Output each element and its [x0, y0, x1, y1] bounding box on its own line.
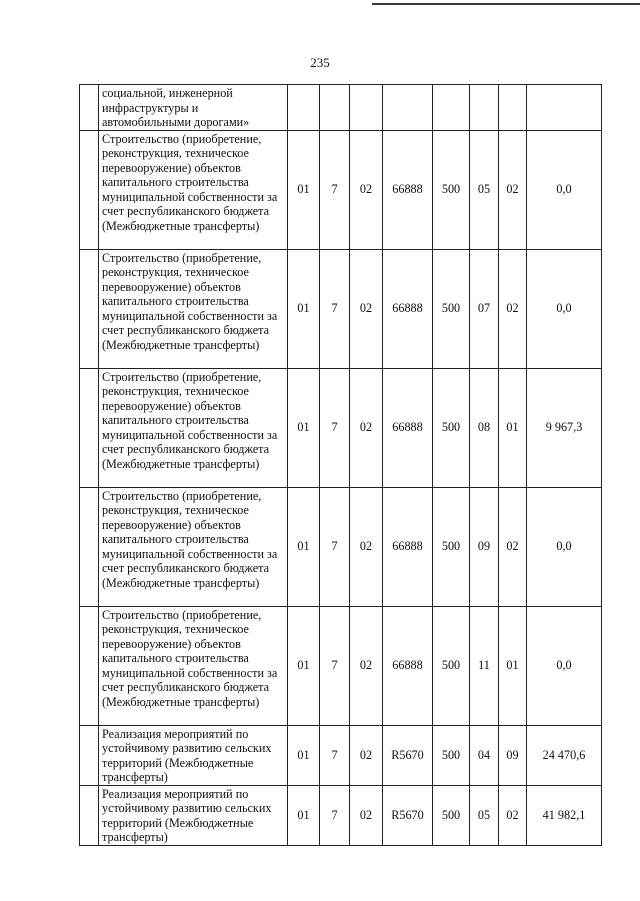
- subprogram-code-cell: 02: [350, 606, 383, 725]
- direction-code-cell: 66888: [383, 368, 433, 487]
- ministry-code-cell: 01: [288, 487, 320, 606]
- expense-type-cell: 500: [433, 368, 470, 487]
- subsection-code-cell: 02: [499, 130, 527, 249]
- amount-cell: 0,0: [527, 487, 602, 606]
- expense-type-cell: 500: [433, 249, 470, 368]
- blank-cell: [80, 85, 99, 131]
- subsection-code-cell: 01: [499, 606, 527, 725]
- expense-name-cell: социальной, инженерной инфраструктуры и автомобильными дорогами»: [99, 85, 288, 131]
- blank-cell: [80, 130, 99, 249]
- expense-name-cell: Строительство (приобретение, реконструкция, техническое перевооружение) объектов капитального строительства муниципальной собственности за счет республиканского бюджета (Межбюджетные трансферты): [99, 487, 288, 606]
- expense-type-cell: 500: [433, 130, 470, 249]
- expense-type-cell: [433, 85, 470, 131]
- direction-code-cell: [383, 85, 433, 131]
- budget-table: [79, 84, 602, 846]
- table-row: [80, 85, 602, 131]
- subprogram-code-cell: 02: [350, 368, 383, 487]
- subprogram-code-cell: [350, 85, 383, 131]
- program-code-cell: 7: [320, 725, 350, 785]
- subprogram-code-cell: 02: [350, 785, 383, 845]
- section-code-cell: 08: [470, 368, 499, 487]
- section-code-cell: 09: [470, 487, 499, 606]
- table-row: [80, 368, 602, 487]
- subsection-code-cell: 09: [499, 725, 527, 785]
- ministry-code-cell: 01: [288, 785, 320, 845]
- blank-cell: [80, 725, 99, 785]
- table-row: [80, 785, 602, 845]
- ministry-code-cell: 01: [288, 249, 320, 368]
- program-code-cell: 7: [320, 249, 350, 368]
- expense-name-cell: Строительство (приобретение, реконструкция, техническое перевооружение) объектов капитального строительства муниципальной собственности за счет республиканского бюджета (Межбюджетные трансферты): [99, 606, 288, 725]
- subprogram-code-cell: 02: [350, 725, 383, 785]
- program-code-cell: 7: [320, 130, 350, 249]
- program-code-cell: 7: [320, 785, 350, 845]
- direction-code-cell: 66888: [383, 487, 433, 606]
- table-row: [80, 487, 602, 606]
- direction-code-cell: 66888: [383, 606, 433, 725]
- section-code-cell: 05: [470, 130, 499, 249]
- amount-cell: [527, 85, 602, 131]
- section-code-cell: 05: [470, 785, 499, 845]
- subsection-code-cell: 02: [499, 249, 527, 368]
- ministry-code-cell: 01: [288, 130, 320, 249]
- table-row: [80, 130, 602, 249]
- subprogram-code-cell: 02: [350, 487, 383, 606]
- program-code-cell: 7: [320, 487, 350, 606]
- page-number: 235: [310, 55, 330, 70]
- program-code-cell: 7: [320, 606, 350, 725]
- subsection-code-cell: 01: [499, 368, 527, 487]
- direction-code-cell: 66888: [383, 130, 433, 249]
- blank-cell: [80, 606, 99, 725]
- amount-cell: 0,0: [527, 606, 602, 725]
- table-row: [80, 725, 602, 785]
- subprogram-code-cell: 02: [350, 249, 383, 368]
- top-rule: [372, 3, 640, 5]
- blank-cell: [80, 368, 99, 487]
- amount-cell: 0,0: [527, 249, 602, 368]
- subsection-code-cell: [499, 85, 527, 131]
- table-row: [80, 249, 602, 368]
- expense-name-cell: Реализация мероприятий по устойчивому развитию сельских территорий (Межбюджетные трансферты): [99, 785, 288, 845]
- section-code-cell: 07: [470, 249, 499, 368]
- ministry-code-cell: 01: [288, 725, 320, 785]
- subsection-code-cell: 02: [499, 487, 527, 606]
- section-code-cell: [470, 85, 499, 131]
- expense-name-cell: Строительство (приобретение, реконструкция, техническое перевооружение) объектов капитального строительства муниципальной собственности за счет республиканского бюджета (Межбюджетные трансферты): [99, 130, 288, 249]
- expense-type-cell: 500: [433, 725, 470, 785]
- direction-code-cell: R5670: [383, 785, 433, 845]
- expense-type-cell: 500: [433, 606, 470, 725]
- table-row: [80, 606, 602, 725]
- expense-type-cell: 500: [433, 487, 470, 606]
- subsection-code-cell: 02: [499, 785, 527, 845]
- expense-name-cell: Реализация мероприятий по устойчивому развитию сельских территорий (Межбюджетные трансферты): [99, 725, 288, 785]
- amount-cell: 0,0: [527, 130, 602, 249]
- ministry-code-cell: 01: [288, 368, 320, 487]
- ministry-code-cell: [288, 85, 320, 131]
- amount-cell: 9 967,3: [527, 368, 602, 487]
- section-code-cell: 04: [470, 725, 499, 785]
- expense-type-cell: 500: [433, 785, 470, 845]
- subprogram-code-cell: 02: [350, 130, 383, 249]
- blank-cell: [80, 249, 99, 368]
- amount-cell: 41 982,1: [527, 785, 602, 845]
- amount-cell: 24 470,6: [527, 725, 602, 785]
- expense-name-cell: Строительство (приобретение, реконструкция, техническое перевооружение) объектов капитального строительства муниципальной собственности за счет республиканского бюджета (Межбюджетные трансферты): [99, 249, 288, 368]
- direction-code-cell: 66888: [383, 249, 433, 368]
- direction-code-cell: R5670: [383, 725, 433, 785]
- blank-cell: [80, 785, 99, 845]
- program-code-cell: [320, 85, 350, 131]
- ministry-code-cell: 01: [288, 606, 320, 725]
- program-code-cell: 7: [320, 368, 350, 487]
- expense-name-cell: Строительство (приобретение, реконструкция, техническое перевооружение) объектов капитального строительства муниципальной собственности за счет республиканского бюджета (Межбюджетные трансферты): [99, 368, 288, 487]
- blank-cell: [80, 487, 99, 606]
- section-code-cell: 11: [470, 606, 499, 725]
